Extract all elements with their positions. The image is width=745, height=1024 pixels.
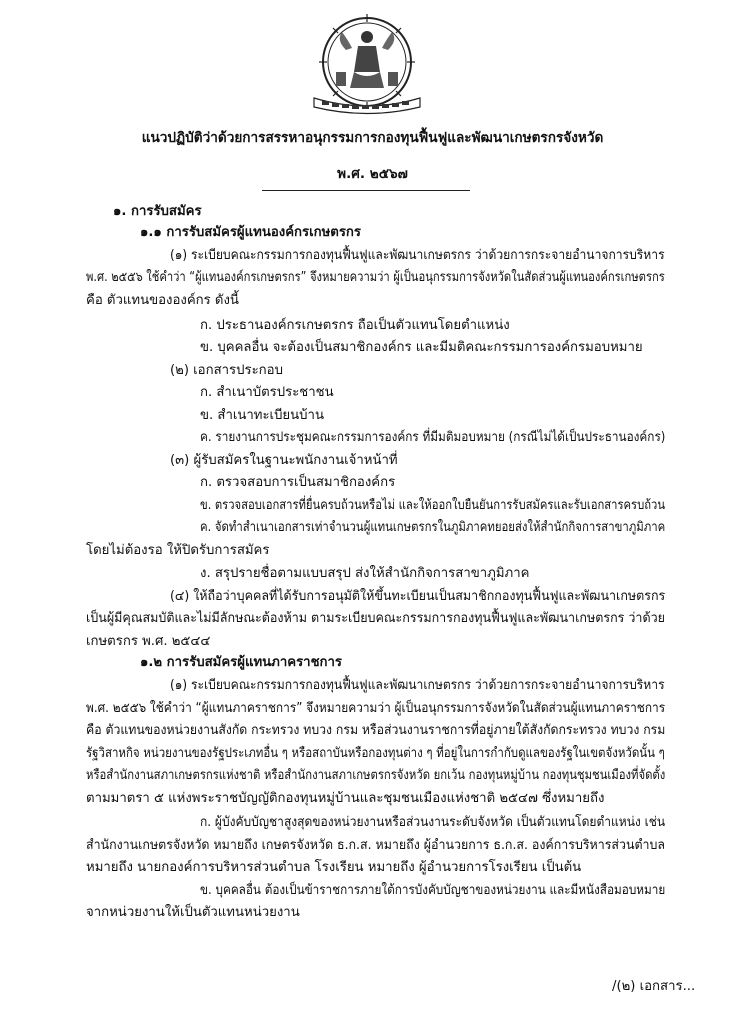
item-heading: (๒) เอกสารประกอบ bbox=[170, 363, 283, 378]
document-title: แนวปฏิบัติว่าด้วยการสรรหาอนุกรรมการกองทุนฟื้นฟูและพัฒนาเกษตรกรจังหวัด bbox=[141, 130, 604, 146]
paragraph-line: หรือสำนักงานสภาเกษตรกรแห่งชาติ หรือสำนักงานสภาเกษตรกรจังหวัด ยกเว้น กองทุนหมู่บ้าน กองทุนชุมชนเมืองที่จัดตั้ง bbox=[86, 768, 666, 783]
paragraph-line: พ.ศ. ๒๕๕๖ ใช้คำว่า “ผู้แทนภาคราชการ” จึงหมายความว่า ผู้เป็นอนุกรรมการจังหวัดในสัดส่วนผู้แทนภาคราชการ bbox=[86, 701, 666, 716]
list-item: ข. ตรวจสอบเอกสารที่ยื่นครบถ้วนหรือไม่ และให้ออกใบยืนยันการรับสมัครและรับเอกสารครบถ้วน bbox=[200, 498, 666, 513]
page-continuation: /(๒) เอกสาร... bbox=[612, 979, 696, 994]
item-heading: (๓) ผู้รับสมัครในฐานะพนักงานเจ้าหน้าที่ bbox=[170, 453, 398, 468]
paragraph-line: พ.ศ. ๒๕๕๖ ใช้คำว่า “ผู้แทนองค์กรเกษตรกร” จึงหมายความว่า ผู้เป็นอนุกรรมการจังหวัดในสัดส่วนผู้แทนองค์กรเกษตรกร bbox=[86, 270, 665, 285]
list-item: ก. ผู้บังคับบัญชาสูงสุดของหน่วยงานหรือส่วนงานระดับจังหวัด เป็นตัวแทนโดยตำแหน่ง เช่น bbox=[200, 815, 666, 830]
list-item: ข. สำเนาทะเบียนบ้าน bbox=[200, 408, 324, 423]
paragraph-line: เป็นผู้มีคุณสมบัติและไม่มีลักษณะต้องห้าม ตามระเบียบคณะกรรมการกองทุนฟื้นฟูและพัฒนาเกษตรกร ว่าด้วย bbox=[86, 611, 666, 626]
paragraph-line: เกษตรกร พ.ศ. ๒๕๔๔ bbox=[86, 634, 211, 649]
document-year: พ.ศ. ๒๕๖๗ bbox=[337, 166, 408, 182]
paragraph-line: สำนักงานเกษตรจังหวัด หมายถึง เกษตรจังหวัด ธ.ก.ส. หมายถึง ผู้อำนวยการ ธ.ก.ส. องค์การบริหารส่วนตำบล bbox=[86, 838, 666, 853]
list-item: ก. ตรวจสอบการเป็นสมาชิกองค์กร bbox=[200, 475, 396, 490]
list-item: ข. บุคคลอื่น ต้องเป็นข้าราชการภายใต้การบังคับบัญชาของหน่วยงาน และมีหนังสือมอบหมาย bbox=[200, 883, 666, 898]
list-item: ก. ประธานองค์กรเกษตรกร ถือเป็นตัวแทนโดยตำแหน่ง bbox=[200, 318, 510, 333]
paragraph-line: หมายถึง นายกองค์การบริหารส่วนตำบล โรงเรียน หมายถึง ผู้อำนวยการโรงเรียน เป็นต้น bbox=[86, 860, 582, 875]
section-heading: ๑. การรับสมัคร bbox=[113, 204, 202, 219]
paragraph-line: จากหน่วยงานให้เป็นตัวแทนหน่วยงาน bbox=[86, 905, 300, 920]
paragraph-line: ตามมาตรา ๕ แห่งพระราชบัญญัติกองทุนหมู่บ้านและชุมชนเมืองแห่งชาติ ๒๕๔๗ ซึ่งหมายถึง bbox=[86, 791, 605, 806]
list-item: ง. สรุปรายชื่อตามแบบสรุป ส่งให้สำนักกิจการสาขาภูมิภาค bbox=[200, 566, 530, 581]
list-item: ค. จัดทำสำเนาเอกสารเท่าจำนวนผู้แทนเกษตรกรในภูมิภาคทยอยส่งให้สำนักกิจการสาขาภูมิภาค bbox=[200, 520, 666, 535]
paragraph-line: คือ ตัวแทนขององค์กร ดังนี้ bbox=[86, 293, 239, 308]
list-item: ข. บุคคลอื่น จะต้องเป็นสมาชิกองค์กร และมีมติคณะกรรมการองค์กรมอบหมาย bbox=[200, 340, 643, 355]
paragraph-line: (๑) ระเบียบคณะกรรมการกองทุนฟื้นฟูและพัฒนาเกษตรกร ว่าด้วยการกระจายอำนาจการบริหาร bbox=[170, 678, 665, 693]
department-seal-icon bbox=[306, 10, 428, 118]
list-item: ค. รายงานการประชุมคณะกรรมการองค์กร ที่มีมติมอบหมาย (กรณีไม่ได้เป็นประธานองค์กร) bbox=[200, 430, 666, 445]
paragraph-line: โดยไม่ต้องรอ ให้ปิดรับการสมัคร bbox=[86, 543, 270, 558]
paragraph-line: (๑) ระเบียบคณะกรรมการกองทุนฟื้นฟูและพัฒนาเกษตรกร ว่าด้วยการกระจายอำนาจการบริหาร bbox=[170, 248, 665, 263]
paragraph-line: (๔) ให้ถือว่าบุคคลที่ได้รับการอนุมัติให้ขึ้นทะเบียนเป็นสมาชิกกองทุนฟื้นฟูและพัฒนาเกษตรกร bbox=[170, 589, 666, 604]
subsection-heading: ๑.๒ การรับสมัครผู้แทนภาคราชการ bbox=[140, 655, 343, 670]
list-item: ก. สำเนาบัตรประชาชน bbox=[200, 385, 334, 400]
subsection-heading: ๑.๑ การรับสมัครผู้แทนองค์กรเกษตรกร bbox=[140, 225, 362, 240]
paragraph-line: คือ ตัวแทนของหน่วยงานสังกัด กระทรวง ทบวง กรม หรือส่วนงานราชการที่อยู่ภายใต้สังกัดกระทรวง ทบวง กรม bbox=[86, 723, 666, 738]
title-divider bbox=[262, 190, 470, 191]
paragraph-line: รัฐวิสาหกิจ หน่วยงานของรัฐประเภทอื่น ๆ หรือสถาบันหรือกองทุนต่าง ๆ ที่อยู่ในการกำกับดูแลของรัฐในเขตจังหวัดนั้น ๆ bbox=[86, 746, 665, 761]
